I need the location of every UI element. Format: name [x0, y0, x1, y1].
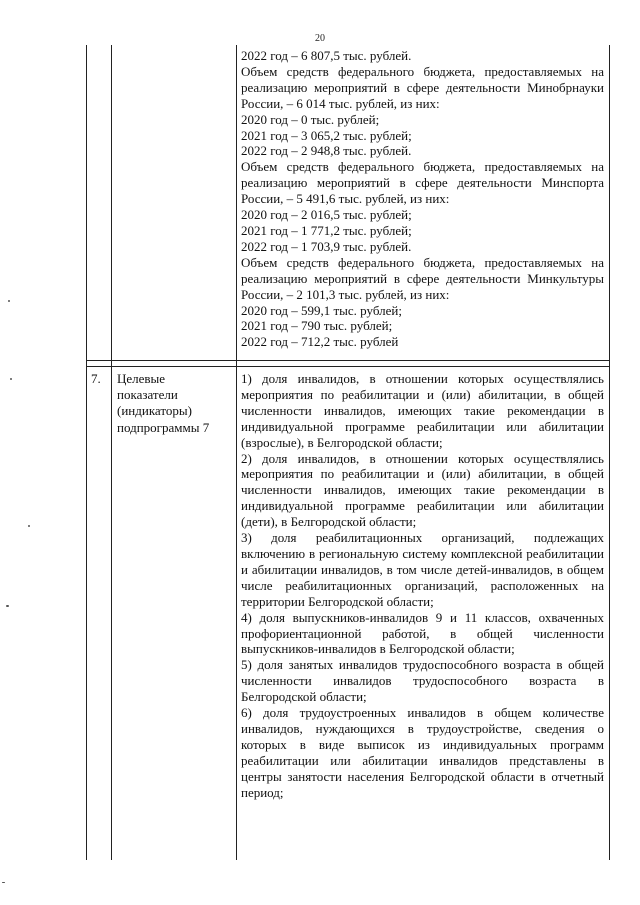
financing-line: 2020 год – 599,1 тыс. рублей; [241, 302, 402, 318]
financing-line: Объем средств федерального бюджета, предоставляемых на реализацию мероприятий в сфере деятельности Минкультуры России, – 2 101,3 тыс. рублей, из них: [241, 254, 604, 302]
indicator-item: 6) доля трудоустроенных инвалидов в общем количестве инвалидов, нуждающихся в трудоустройстве, сведения о которых в виде выписок из индивидуальных программ реабилитации или абилитации инвалидов представлены в центры занятости населения Белгородской области в отчетный период; [241, 705, 604, 800]
row-7-label-line: (индикаторы) [117, 403, 192, 419]
scan-speck [2, 882, 5, 883]
row-7-top-border [86, 366, 610, 367]
row-7-label [117, 371, 237, 436]
row-7-label-line: подпрограммы 7 [117, 419, 210, 435]
column-divider-label [236, 45, 237, 860]
column-divider-number [111, 45, 112, 860]
row-7-number: 7. [91, 371, 101, 386]
scan-speck [28, 525, 30, 527]
indicator-item: 4) доля выпускников-инвалидов 9 и 11 классов, охваченных профориентационной работой, в общей численности выпускников-инвалидов в Белгородской области; [241, 609, 604, 657]
financing-line: 2022 год – 712,2 тыс. рублей [241, 334, 399, 350]
financing-line: 2022 год – 6 807,5 тыс. рублей. [241, 48, 412, 63]
indicator-item: 1) доля инвалидов, в отношении которых осуществлялись мероприятия по реабилитации и (или) абилитации, в общей численности инвалидов, имеющих такие рекомендации в индивидуальной программе реабилитации или абилитации (взрослые), в Белгородской области; [241, 371, 604, 450]
financing-line: 2021 год – 1 771,2 тыс. рублей; [241, 222, 412, 238]
financing-line: 2020 год – 2 016,5 тыс. рублей; [241, 207, 412, 223]
scan-speck [10, 378, 12, 380]
financing-line: Объем средств федерального бюджета, предоставляемых на реализацию мероприятий в сфере деятельности Минобрнауки России, – 6 014 тыс. рублей, из них: [241, 63, 604, 111]
row-7-label-line: показатели [117, 387, 178, 403]
page-number: 20 [315, 33, 325, 44]
indicator-item: 2) доля инвалидов, в отношении которых осуществлялись мероприятия по реабилитации и (или) абилитации, в общей численности инвалидов, имеющих такие рекомендации в индивидуальной программе реабилитации или абилитации (дети), в Белгородской области; [241, 450, 604, 530]
indicators-cell [241, 371, 604, 800]
financing-line: 2022 год – 2 948,8 тыс. рублей. [241, 143, 412, 159]
financing-line: 2020 год – 0 тыс. рублей; [241, 111, 380, 127]
financing-line: 2022 год – 1 703,9 тыс. рублей. [241, 238, 412, 254]
indicator-item: 5) доля занятых инвалидов трудоспособного возраста в общей численности инвалидов трудоспособного возраста в Белгородской области; [241, 657, 604, 705]
financing-line: 2021 год – 790 тыс. рублей; [241, 318, 393, 334]
financing-line: Объем средств федерального бюджета, предоставляемых на реализацию мероприятий в сфере деятельности Минспорта России, – 5 491,6 тыс. рублей, из них: [241, 159, 604, 207]
financing-line: 2021 год – 3 065,2 тыс. рублей; [241, 127, 412, 143]
financing-cell [241, 48, 604, 350]
row-7-label-line: Целевые [117, 371, 166, 386]
scan-speck [8, 300, 10, 302]
scan-speck [6, 605, 9, 607]
row-top-bottom-border [86, 360, 610, 361]
indicator-item: 3) доля реабилитационных организаций, подлежащих включению в региональную систему комплексной реабилитации и абилитации инвалидов, в том числе детей-инвалидов, в общем числе реабилитационных организаций, расположенных на территории Белгородской области; [241, 530, 604, 609]
